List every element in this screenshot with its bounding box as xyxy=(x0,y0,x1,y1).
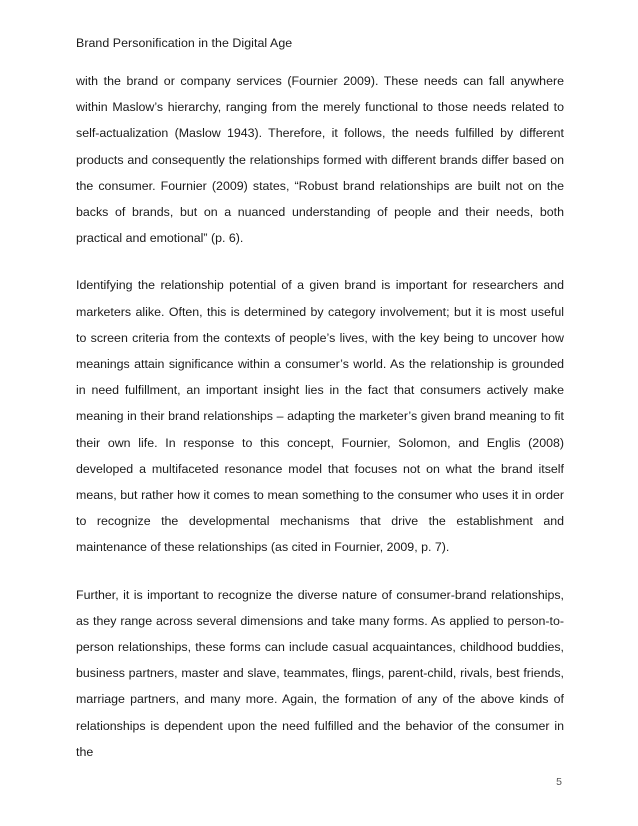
page-number: 5 xyxy=(556,776,562,788)
paragraph-1: with the brand or company services (Fournier 2009). These needs can fall anywhere within Maslow’s hierarchy, ranging from the merely functional to those needs related to self-actualization (Maslow 1943). Therefore, it follows, the needs fulfilled by different products and consequently the relationships formed with different brands differ based on the consumer. Fournier (2009) states, “Robust brand relationships are built not on the backs of brands, but on a nuanced understanding of people and their needs, both practical and emotional” (p. 6). xyxy=(76,74,564,246)
body-text xyxy=(76,68,564,786)
paragraph-3: Further, it is important to recognize the diverse nature of consumer-brand relationships, as they range across several dimensions and take many forms. As applied to person-to-person relationships, these forms can include casual acquaintances, childhood buddies, business partners, master and slave, teammates, flings, parent-child, rivals, best friends, marriage partners, and many more. Again, the formation of any of the above kinds of relationships is dependent upon the need fulfilled and the behavior of the consumer in the xyxy=(76,587,564,759)
running-header: Brand Personification in the Digital Age xyxy=(76,36,293,50)
paragraph-2: Identifying the relationship potential of a given brand is important for researchers and marketers alike. Often, this is determined by category involvement; but it is most useful to screen criteria from the contexts of people’s lives, with the key being to uncover how meanings attain significance within a consumer’s world. As the relationship is grounded in need fulfillment, an important insight lies in the fact that consumers actively make meaning in their brand relationships – adapting the marketer’s given brand meaning to fit their own life. In response to this concept, Fournier, Solomon, and Englis (2008) developed a multifaceted resonance model that focuses not on what the brand itself means, but rather how it comes to mean something to the consumer who uses it in order to recognize the developmental mechanisms that drive the establishment and maintenance of these relationships (as cited in Fournier, 2009, p. 7). xyxy=(76,278,564,555)
